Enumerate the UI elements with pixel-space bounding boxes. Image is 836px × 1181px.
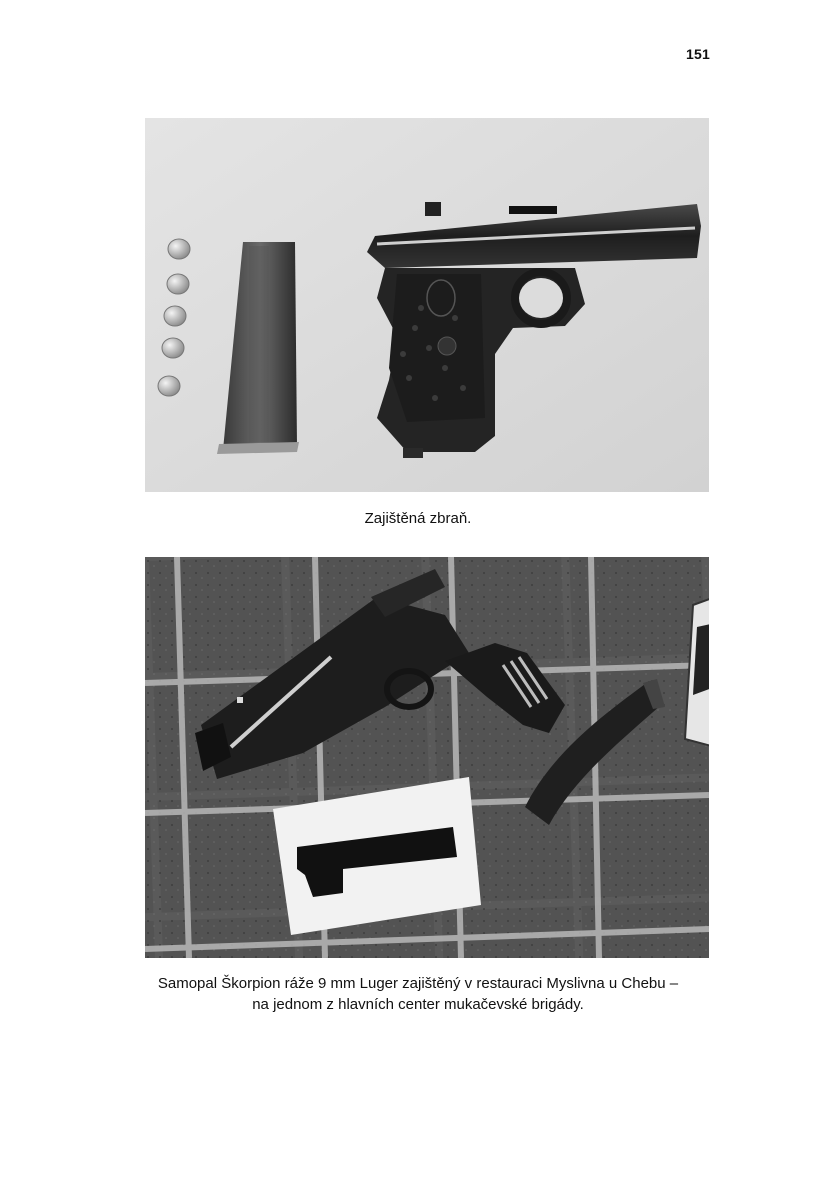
caption-line: Samopal Škorpion ráže 9 mm Luger zajištěný v restauraci Myslivna u Chebu –: [157, 975, 679, 992]
photo-pistol: [145, 118, 709, 492]
photo-submachine-gun: [145, 557, 709, 958]
caption-line: Zajištěná zbraň.: [364, 510, 472, 527]
page-number: 151: [686, 46, 710, 62]
figure-caption-1: [100, 508, 736, 529]
caption-line: na jednom z hlavních center mukačevské brigády.: [252, 996, 584, 1013]
figure-caption-2: [100, 973, 736, 1015]
